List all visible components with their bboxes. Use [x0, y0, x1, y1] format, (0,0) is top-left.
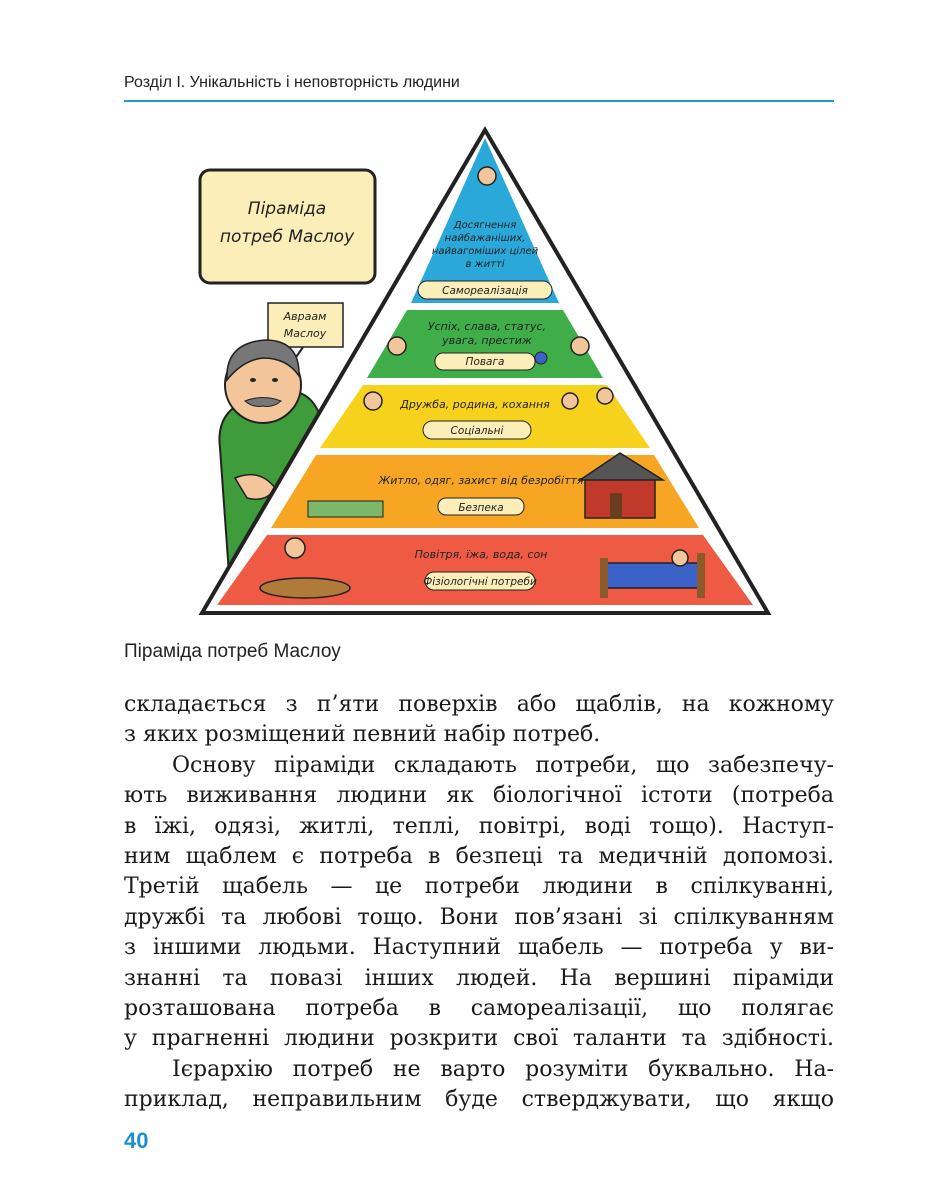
title-line-2: потреб Маслоу [219, 227, 355, 247]
tier-2-label: Повага [465, 356, 505, 368]
figure-caption: Піраміда потреб Маслоу [124, 641, 341, 662]
text-line: з яких розміщений певний набір потреб. [124, 722, 601, 748]
svg-text:Дружба, родина, кохання: Дружба, родина, кохання [400, 398, 550, 411]
svg-text:увага, престиж: увага, престиж [442, 334, 532, 347]
text-line: Ієрархію потреб не варто розуміти буквально. На- [172, 1056, 834, 1082]
money-icon [308, 501, 383, 517]
text-line: дружбі та любові тощо. Вони пов’язані зі спілкуванням [124, 904, 834, 930]
tier-5-label: Фізіологічні потреби [423, 576, 537, 588]
header-rule [124, 100, 834, 102]
boy-icon [388, 337, 406, 355]
title-box [200, 170, 375, 283]
svg-text:в житті: в житті [465, 259, 505, 270]
body-text [124, 690, 834, 1116]
page-number: 40 [124, 1128, 149, 1153]
paragraph-3 [124, 1055, 834, 1116]
person-label-line-1: Авраам [283, 310, 327, 323]
svg-text:Повітря, їжа, вода, сон: Повітря, їжа, вода, сон [414, 548, 548, 561]
medal-icon [535, 352, 547, 364]
tier-1-label: Самореалізація [442, 285, 528, 297]
text-line: Третій щабель — це потреби людини в спілкуванні, [124, 874, 834, 900]
text-line: Основу піраміди складають потреби, що забезпечу- [172, 752, 834, 778]
tier-4-label: Безпека [458, 502, 504, 514]
maslow-pyramid-figure [175, 118, 785, 623]
svg-text:Житло, одяг, захист від безроб: Житло, одяг, захист від безробіття [378, 474, 584, 487]
text-line: в їжі, одязі, житлі, теплі, повітрі, воді тощо). Наступ- [124, 813, 834, 839]
text-line: складається з п’яти поверхів або щаблів, на кожному [124, 692, 834, 717]
text-line: ють виживання людини як біологічної істоти (потреба [124, 783, 834, 809]
text-line: розташована потреба в самореалізації, що полягає [124, 996, 834, 1022]
text-line: знанні та повазі інших людей. На вершині піраміди [124, 965, 834, 991]
svg-text:найвагоміших цілей: найвагоміших цілей [431, 246, 539, 257]
svg-text:найбажаніших,: найбажаніших, [444, 233, 526, 244]
text-line: у прагненні людини розкрити свої таланти та здібності. [124, 1026, 834, 1052]
tier-3-label: Соціальні [450, 425, 504, 437]
svg-text:Успіх, слава, статус,: Успіх, слава, статус, [427, 320, 547, 333]
title-line-1: Піраміда [247, 199, 327, 219]
text-line: приклад, неправильним буде стверджувати, що якщо [124, 1087, 834, 1113]
paragraph-1 [124, 690, 834, 751]
girl-icon [571, 337, 589, 355]
svg-text:Досягнення: Досягнення [453, 220, 517, 231]
text-line: з іншими людьми. Наступний щабель — потреба у ви- [124, 935, 834, 961]
running-header: Розділ І. Унікальність і неповторність людини [124, 74, 460, 91]
thinking-boy-icon [478, 167, 496, 185]
pyramid-illustration [175, 118, 785, 623]
text-line: ним щаблем є потреба в безпеці та медичній допомозі. [124, 844, 834, 870]
person-label-line-2: Маслоу [283, 327, 327, 340]
baby-icon [562, 393, 578, 409]
father-icon [597, 388, 613, 404]
paragraph-2 [124, 751, 834, 1055]
family-icon [364, 392, 382, 410]
